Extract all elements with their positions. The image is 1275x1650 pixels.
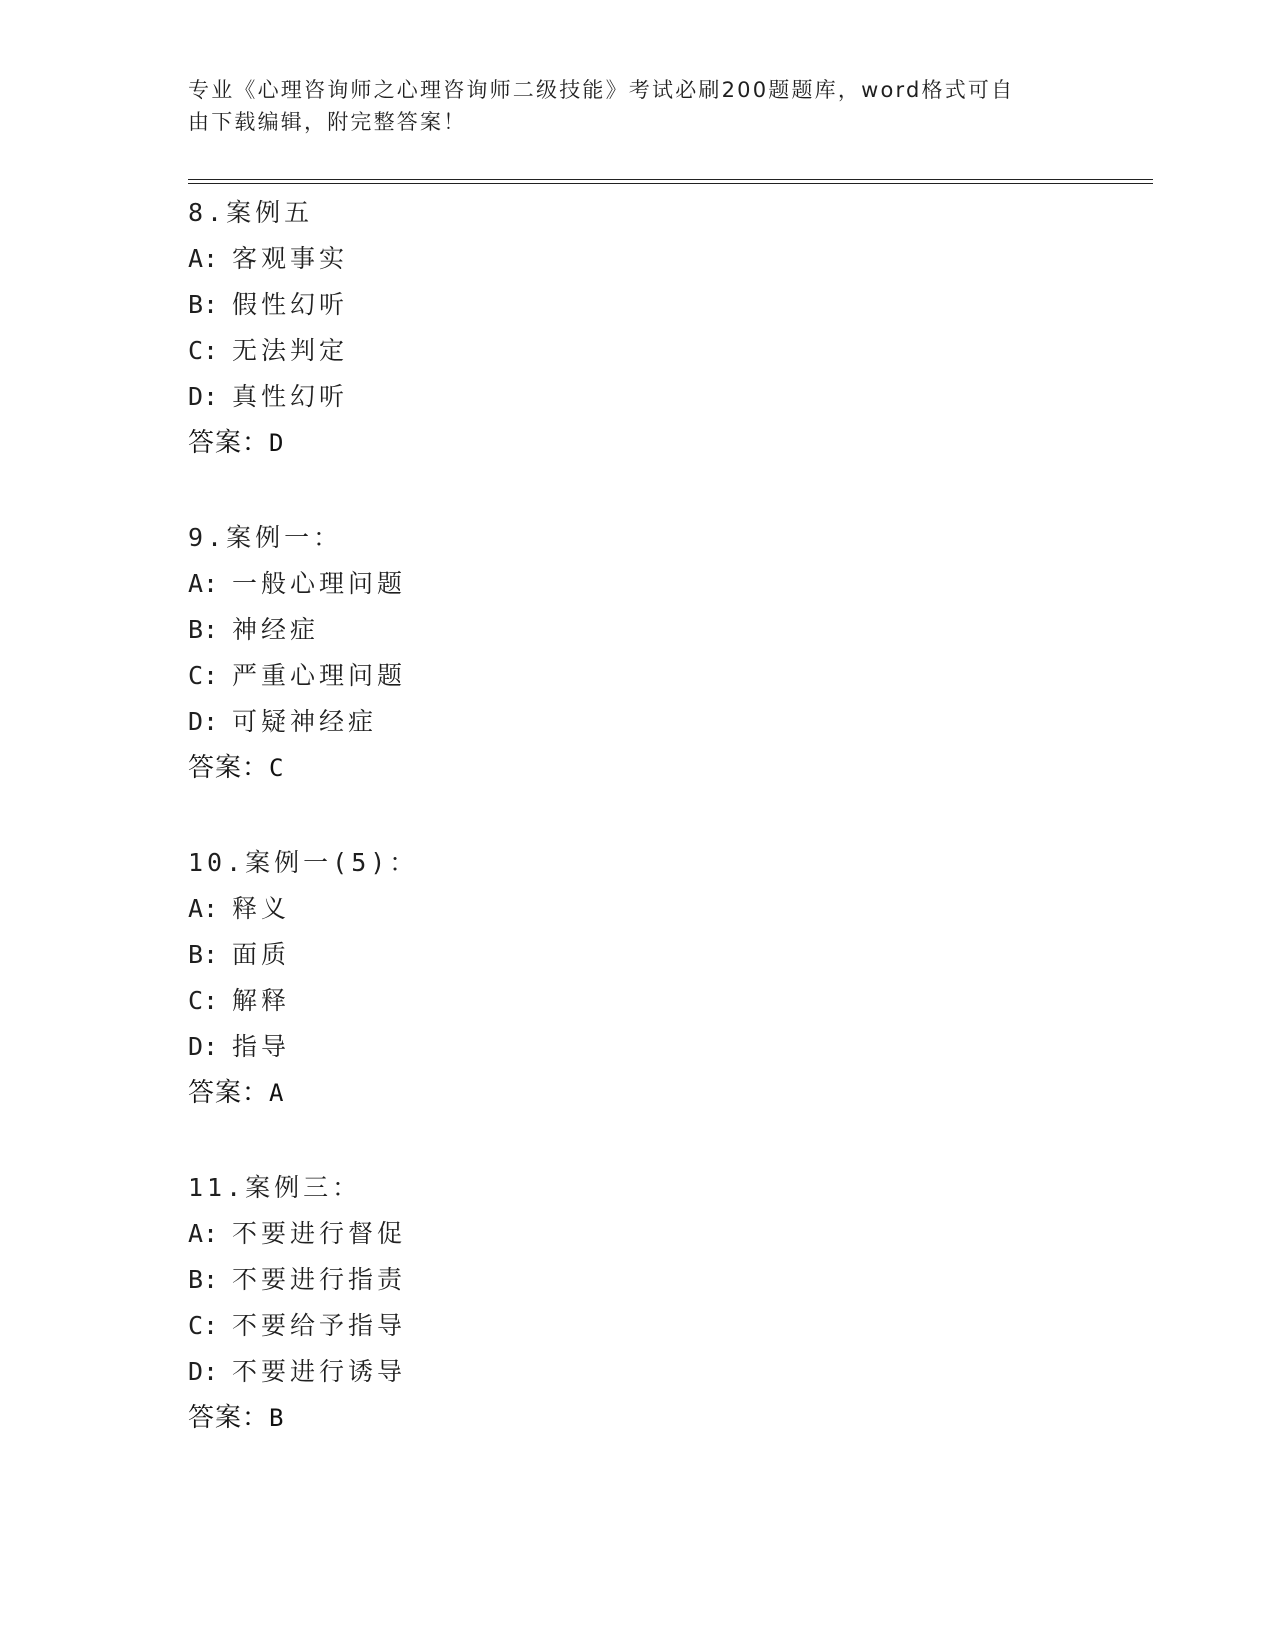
option-text: 不要给予指导	[232, 1311, 407, 1340]
question-stem: 8.案例五	[188, 198, 314, 227]
option-b	[188, 607, 1088, 653]
option-text: 神经症	[232, 615, 320, 644]
option-tag: C:	[188, 661, 219, 690]
option-text: 客观事实	[232, 244, 349, 273]
answer-line	[188, 1395, 1088, 1441]
option-tag: C:	[188, 1311, 219, 1340]
option-text: 面质	[232, 940, 291, 969]
option-a	[188, 886, 1088, 932]
option-d	[188, 1024, 1088, 1070]
option-tag: D:	[188, 707, 219, 736]
question-list	[188, 190, 1088, 1490]
option-d	[188, 1349, 1088, 1395]
option-text: 指导	[232, 1032, 291, 1061]
option-tag: D:	[188, 382, 219, 411]
header-line-1: 专业《心理咨询师之心理咨询师二级技能》考试必刷200题题库，word格式可自	[188, 78, 1015, 102]
option-b	[188, 282, 1088, 328]
option-tag: B:	[188, 615, 219, 644]
option-tag: D:	[188, 1357, 219, 1386]
option-tag: C:	[188, 986, 219, 1015]
option-tag: D:	[188, 1032, 219, 1061]
answer-line	[188, 745, 1088, 791]
answer-value: A	[269, 1079, 285, 1107]
answer-line	[188, 420, 1088, 466]
answer-value: B	[269, 1404, 285, 1432]
option-b	[188, 1257, 1088, 1303]
question-stem: 11.案例三：	[188, 1173, 362, 1202]
option-tag: B:	[188, 940, 219, 969]
option-c	[188, 978, 1088, 1024]
option-tag: B:	[188, 1265, 219, 1294]
document-header	[188, 74, 1068, 138]
answer-label: 答案：	[188, 1078, 270, 1108]
answer-label: 答案：	[188, 1403, 270, 1433]
option-tag: A:	[188, 894, 219, 923]
option-text: 真性幻听	[232, 382, 349, 411]
question-stem: 10.案例一(5)：	[188, 848, 419, 877]
option-text: 假性幻听	[232, 290, 349, 319]
header-divider-top	[188, 179, 1153, 180]
option-text: 不要进行指责	[232, 1265, 407, 1294]
option-d	[188, 699, 1088, 745]
question-stem: 9.案例一：	[188, 523, 343, 552]
option-text: 不要进行督促	[232, 1219, 407, 1248]
option-c	[188, 1303, 1088, 1349]
option-c	[188, 328, 1088, 374]
option-text: 一般心理问题	[232, 569, 407, 598]
question-item	[188, 515, 1088, 791]
option-text: 不要进行诱导	[232, 1357, 407, 1386]
option-tag: A:	[188, 1219, 219, 1248]
option-tag: C:	[188, 336, 219, 365]
header-divider-bottom	[188, 183, 1153, 184]
option-text: 无法判定	[232, 336, 349, 365]
option-tag: A:	[188, 244, 219, 273]
option-tag: A:	[188, 569, 219, 598]
option-a	[188, 561, 1088, 607]
answer-label: 答案：	[188, 428, 270, 458]
option-text: 可疑神经症	[232, 707, 378, 736]
option-a	[188, 1211, 1088, 1257]
option-a	[188, 236, 1088, 282]
answer-value: D	[269, 429, 285, 457]
option-text: 释义	[232, 894, 291, 923]
header-line-2: 由下载编辑，附完整答案！	[188, 110, 467, 134]
answer-label: 答案：	[188, 753, 270, 783]
option-d	[188, 374, 1088, 420]
option-c	[188, 653, 1088, 699]
option-b	[188, 932, 1088, 978]
option-text: 严重心理问题	[232, 661, 407, 690]
question-item	[188, 1165, 1088, 1441]
question-item	[188, 190, 1088, 466]
answer-value: C	[269, 754, 285, 782]
option-tag: B:	[188, 290, 219, 319]
option-text: 解释	[232, 986, 291, 1015]
question-item	[188, 840, 1088, 1116]
answer-line	[188, 1070, 1088, 1116]
